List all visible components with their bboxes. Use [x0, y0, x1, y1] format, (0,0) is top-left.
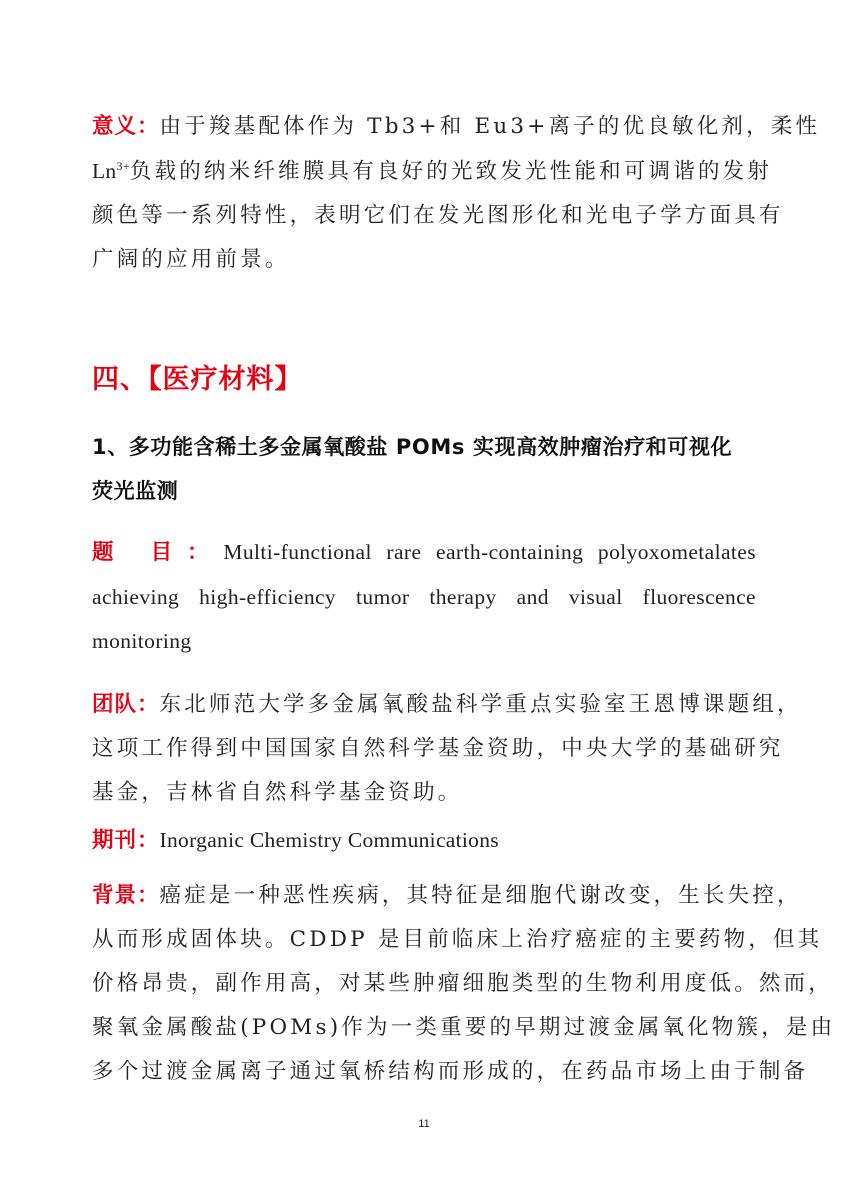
- team-line-1: [92, 683, 802, 727]
- title-text-1: Multi-functional rare earth-containing polyoxometalates: [223, 540, 756, 564]
- background-paragraph: [92, 874, 836, 1094]
- background-label: 背景：: [92, 883, 160, 908]
- significance-paragraph: [92, 105, 821, 282]
- team-paragraph: [92, 683, 802, 815]
- title-line-1: [92, 530, 756, 575]
- significance-label: 意义：: [92, 114, 160, 139]
- title-line-2: achieving high-efficiency tumor therapy and visual fluorescence: [92, 585, 756, 609]
- article-heading: [92, 425, 756, 513]
- journal-label: 期刊：: [92, 828, 160, 853]
- background-text-1: 癌症是一种恶性疾病，其特征是细胞代谢改变，生长失控，: [159, 883, 802, 908]
- significance-text-2: 负载的纳米纤维膜具有良好的光致发光性能和可调谐的发射: [129, 159, 773, 184]
- article-title: [92, 530, 756, 663]
- team-line-3: 基金，吉林省自然科学基金资助。: [92, 780, 463, 805]
- significance-line-4: 广阔的应用前景。: [92, 247, 290, 272]
- significance-line-1: [92, 105, 821, 149]
- journal-name: Inorganic Chemistry Communications: [159, 828, 499, 852]
- title-line-3: monitoring: [92, 629, 192, 653]
- team-text-1: 东北师范大学多金属氧酸盐科学重点实验室王恩博课题组，: [159, 692, 802, 717]
- background-line-4: 聚氧金属酸盐(POMs)作为一类重要的早期过渡金属氧化物簇，是由: [92, 1015, 836, 1040]
- ln-symbol: Ln: [92, 159, 117, 183]
- significance-line-2: [92, 149, 773, 194]
- significance-text-1: 由于羧基配体作为 Tb3+和 Eu3+离子的优良敏化剂，柔性: [159, 114, 821, 139]
- background-line-2: 从而形成固体块。CDDP 是目前临床上治疗癌症的主要药物，但其: [92, 927, 823, 952]
- significance-line-3: 颜色等一系列特性，表明它们在发光图形化和光电子学方面具有: [92, 203, 784, 228]
- ln-charge: 3+: [116, 158, 130, 173]
- journal-line: [92, 818, 756, 863]
- article-heading-line-2: 荧光监测: [92, 479, 179, 503]
- article-heading-line-1: 1、多功能含稀土多金属氧酸盐 POMs 实现高效肿瘤治疗和可视化: [92, 435, 733, 459]
- background-line-5: 多个过渡金属离子通过氧桥结构而形成的，在药品市场上由于制备: [92, 1059, 809, 1084]
- journal-paragraph: [92, 818, 756, 863]
- background-line-1: [92, 874, 802, 918]
- background-line-3: 价格昂贵，副作用高，对某些肿瘤细胞类型的生物利用度低。然而，: [92, 971, 834, 996]
- title-label: 题 目：: [92, 540, 224, 565]
- page-number: 11: [418, 1118, 430, 1130]
- team-line-2: 这项工作得到中国国家自然科学基金资助，中央大学的基础研究: [92, 736, 784, 761]
- section-heading: 四、【医疗材料】: [92, 364, 303, 395]
- team-label: 团队：: [92, 692, 160, 717]
